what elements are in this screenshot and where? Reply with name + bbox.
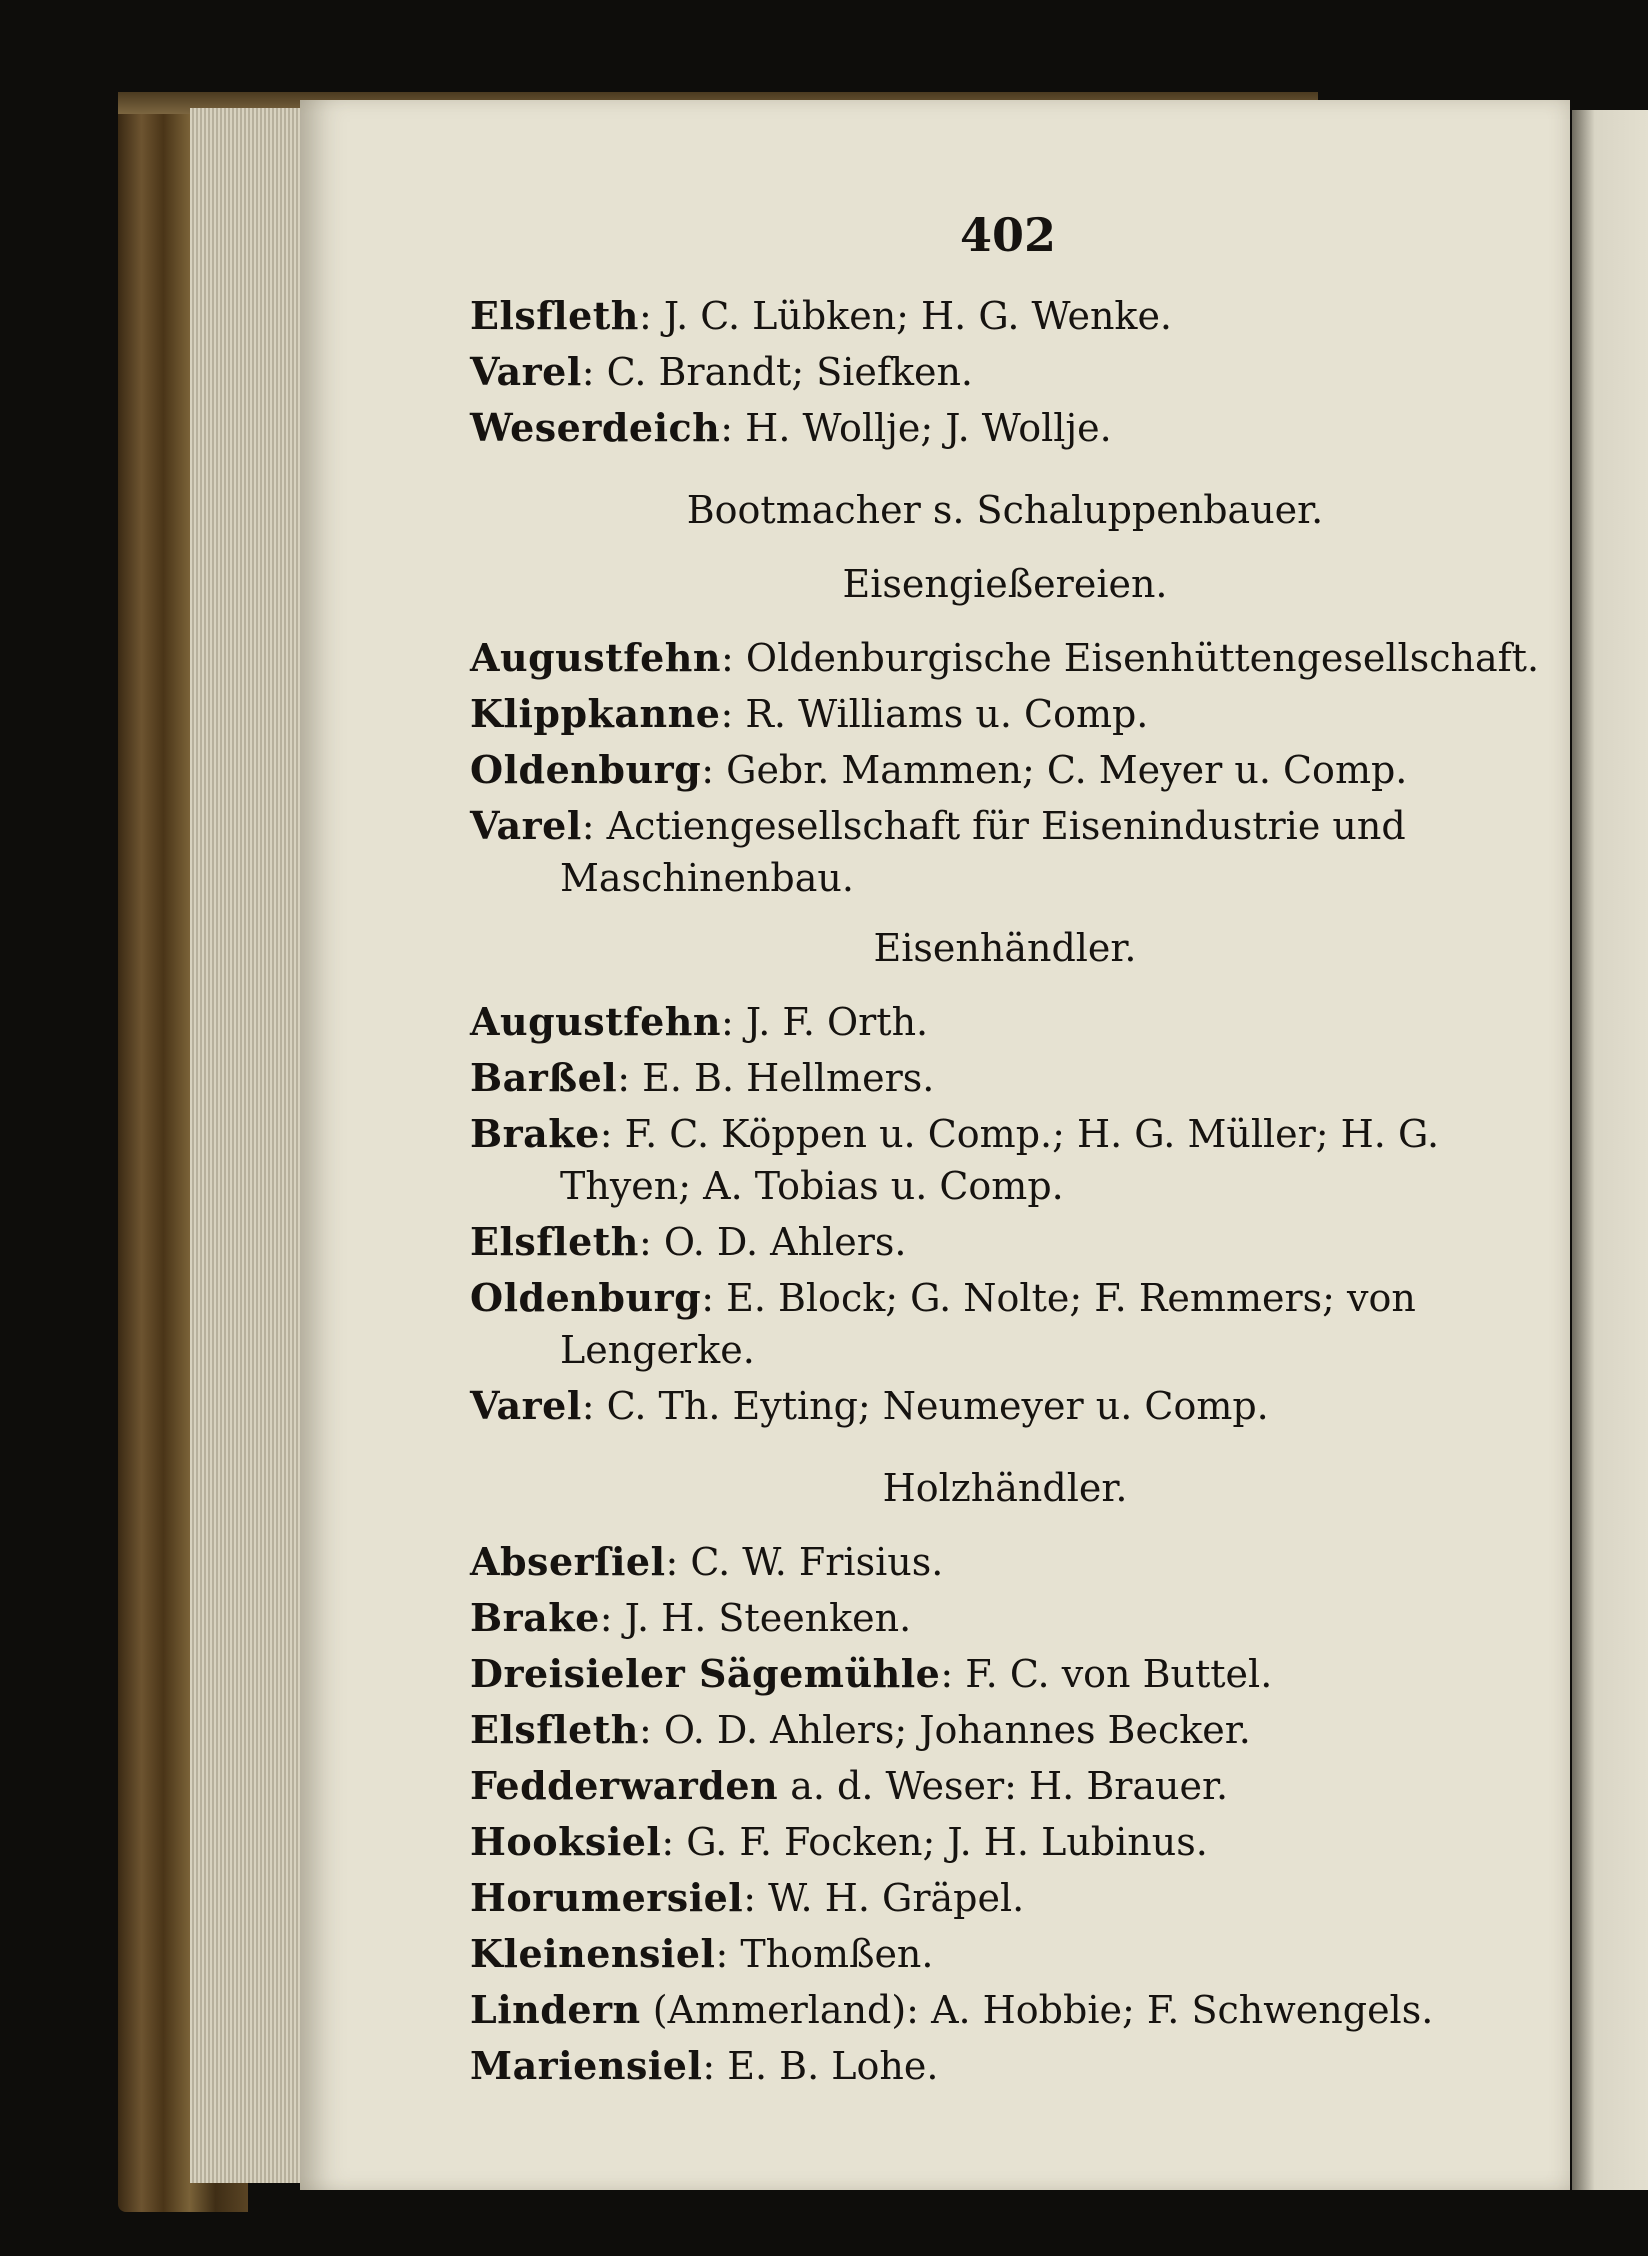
entry-text: : O. D. Ahlers. — [638, 1220, 907, 1264]
entry-place: Elsfleth — [470, 1707, 639, 1752]
entry-place: Hooksiel — [470, 1819, 662, 1864]
facing-page-edge — [1572, 110, 1648, 2190]
directory-entry — [470, 1108, 1540, 1212]
entry-text: : G. F. Focken; J. H. Lubinus. — [661, 1820, 1208, 1864]
directory-entry — [470, 688, 1540, 740]
entry-text: : J. F. Orth. — [721, 1000, 929, 1044]
entry-place: Dreisieler Sägemühle — [470, 1651, 941, 1696]
entry-place: Oldenburg — [470, 1275, 702, 1320]
entry-text: : F. C. Köppen u. Comp.; H. G. Müller; H. G. Thyen; A. Tobias u. Comp. — [560, 1112, 1440, 1208]
directory-entry — [470, 1984, 1540, 2036]
entry-place: Varel — [470, 349, 582, 394]
entry-text: : C. W. Frisius. — [665, 1540, 944, 1584]
entry-place: Brake — [470, 1595, 600, 1640]
directory-entry — [470, 1380, 1540, 1432]
directory-entry — [470, 1536, 1540, 1588]
entry-text: : Thomßen. — [715, 1932, 934, 1976]
entry-place: Weserdeich — [470, 405, 721, 450]
directory-entry — [470, 1272, 1540, 1376]
directory-entry — [470, 346, 1540, 398]
directory-entry — [470, 1704, 1540, 1756]
entry-place: Lindern — [470, 1987, 641, 2032]
directory-entry — [470, 402, 1540, 454]
directory-entry — [470, 632, 1540, 684]
entry-place: Brake — [470, 1111, 600, 1156]
entry-text: : J. H. Steenken. — [599, 1596, 912, 1640]
directory-entry — [470, 1648, 1540, 1700]
entry-place: Augustfehn — [470, 635, 722, 680]
entry-place: Elsfleth — [470, 1219, 639, 1264]
entry-text: (Ammerland): A. Hobbie; F. Schwengels. — [640, 1988, 1434, 2032]
entry-place: Horumersiel — [470, 1875, 744, 1920]
entry-text: : Gebr. Mammen; C. Meyer u. Comp. — [701, 748, 1408, 792]
entry-place: Augustfehn — [470, 999, 722, 1044]
entry-place: Fedderwarden — [470, 1763, 779, 1808]
entry-text: : W. H. Gräpel. — [743, 1876, 1025, 1920]
directory-entry — [470, 1216, 1540, 1268]
entry-text: : J. C. Lübken; H. G. Wenke. — [638, 294, 1173, 338]
directory-entry — [470, 1592, 1540, 1644]
directory-entry — [470, 1052, 1540, 1104]
entry-text: : E. B. Hellmers. — [617, 1056, 935, 1100]
directory-entry — [470, 1872, 1540, 1924]
entry-place: Varel — [470, 803, 582, 848]
directory-entry — [470, 744, 1540, 796]
entry-place: Barßel — [470, 1055, 618, 1100]
directory-entry — [470, 800, 1540, 904]
page-number: 402 — [959, 208, 1057, 262]
entry-place: Varel — [470, 1383, 582, 1428]
entry-text: : E. Block; G. Nolte; F. Remmers; von Lengerke. — [560, 1276, 1416, 1372]
directory-entry — [470, 290, 1540, 342]
section-heading: Eisenhändler. — [873, 926, 1137, 970]
entry-text: : C. Th. Eyting; Neumeyer u. Comp. — [581, 1384, 1269, 1428]
directory-entry — [470, 1928, 1540, 1980]
entry-text: : F. C. von Buttel. — [940, 1652, 1273, 1696]
entry-text: : Oldenburgische Eisenhüttengesellschaft. — [721, 636, 1540, 680]
entry-text: : C. Brandt; Siefken. — [581, 350, 974, 394]
entry-text: : Actiengesellschaft für Eisenindustrie und Maschinenbau. — [560, 804, 1406, 900]
directory-entry — [470, 1816, 1540, 1868]
page-edges — [190, 108, 300, 2183]
entry-text: : O. D. Ahlers; Johannes Becker. — [638, 1708, 1251, 1752]
entry-text: : H. Wollje; J. Wollje. — [720, 406, 1112, 450]
cross-reference: Bootmacher s. Schaluppenbauer. — [686, 488, 1324, 532]
entry-text: : E. B. Lohe. — [702, 2044, 939, 2088]
directory-entry — [470, 996, 1540, 1048]
entry-place: Kleinensiel — [470, 1931, 716, 1976]
entry-place: Klippkanne — [470, 691, 721, 736]
directory-entry — [470, 2040, 1540, 2092]
entry-place: Oldenburg — [470, 747, 702, 792]
entry-place: Elsfleth — [470, 293, 639, 338]
section-heading: Eisengießereien. — [842, 562, 1168, 606]
entry-text: a. d. Weser: H. Brauer. — [778, 1764, 1229, 1808]
directory-entry — [470, 1760, 1540, 1812]
entry-text: : R. Williams u. Comp. — [720, 692, 1149, 736]
entry-place: Abserſiel — [470, 1539, 666, 1584]
section-heading: Holzhändler. — [882, 1466, 1128, 1510]
page-content — [470, 200, 1540, 2096]
entry-place: Mariensiel — [470, 2043, 703, 2088]
